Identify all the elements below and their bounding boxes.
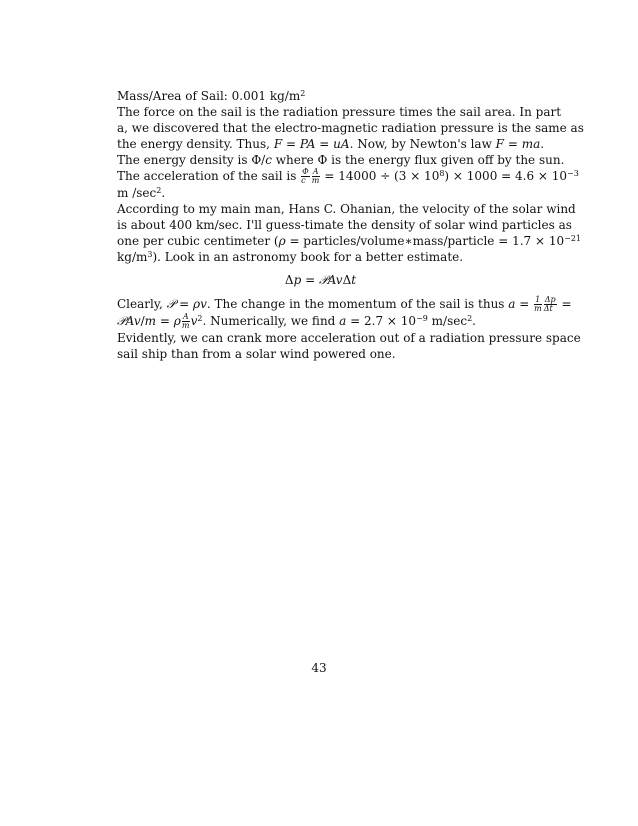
- superscript: −3: [567, 169, 579, 178]
- document-body: [117, 88, 584, 362]
- text-run: =: [301, 273, 319, 287]
- math-symbol: v: [190, 314, 198, 328]
- text-line: [117, 217, 572, 233]
- fraction-numerator: 1: [535, 295, 541, 304]
- text-line: [117, 346, 524, 362]
- text-run: .: [161, 186, 166, 200]
- text-run: m/sec: [427, 314, 468, 328]
- text-run: .: [472, 314, 476, 328]
- text-line: [117, 201, 576, 217]
- math-symbol: PA: [299, 137, 316, 151]
- fraction-denominator: m: [311, 176, 320, 185]
- superscript: 2: [300, 89, 306, 98]
- superscript: −9: [416, 314, 428, 323]
- text-run: = 14000 ÷ (3 × 10: [320, 169, 440, 183]
- superscript: 2: [467, 314, 473, 323]
- text-run: .: [540, 137, 545, 151]
- text-run: Mass/Area of Sail: 0.001 kg/m: [117, 89, 301, 103]
- text-run: = particles/volume∗mass/particle = 1.7 × 10: [285, 234, 565, 248]
- fraction-numerator: Δp: [544, 295, 556, 304]
- text-run: =: [557, 297, 572, 311]
- text-line: [117, 167, 579, 185]
- text-run: a, we discovered that the electro-magnetic radiation pressure is the same as: [117, 121, 584, 135]
- math-symbol: 𝒫Av: [318, 273, 343, 287]
- math-symbol: uA: [333, 137, 350, 151]
- text-run: m /sec: [117, 186, 157, 200]
- superscript: 2: [156, 186, 162, 195]
- paragraph: [117, 330, 581, 362]
- text-run: Δ: [284, 273, 294, 287]
- text-run: According to my main man, Hans C. Ohanian, the velocity of the solar wind: [117, 202, 576, 216]
- text-run: =: [315, 137, 334, 151]
- text-run: =: [504, 137, 522, 151]
- superscript: 8: [439, 169, 445, 178]
- text-run: =: [282, 137, 300, 151]
- text-line: [117, 104, 562, 120]
- text-run: . Now, by Newton's law: [349, 137, 496, 151]
- text-run: =: [175, 297, 194, 311]
- text-line: [117, 233, 582, 249]
- text-line: [117, 249, 524, 265]
- text-run: Δ: [342, 273, 352, 287]
- text-line: [117, 136, 545, 152]
- fraction-denominator: c: [301, 176, 306, 185]
- text-line: [117, 330, 581, 346]
- superscript: 2: [197, 314, 203, 323]
- math-symbol: ρ: [278, 234, 286, 248]
- fraction-denominator: m: [181, 321, 190, 330]
- text-run: ). Look in an astronomy book for a better estimate.: [152, 250, 464, 264]
- fraction-denominator: m: [534, 304, 542, 313]
- text-run: Clearly,: [117, 297, 167, 311]
- fraction-numerator: Φ: [302, 167, 309, 176]
- paragraph: [117, 201, 582, 265]
- superscript: −21: [564, 234, 582, 243]
- text-run: = 2.7 × 10: [346, 314, 417, 328]
- paragraph: [117, 88, 524, 104]
- math-symbol: F: [273, 137, 283, 151]
- math-symbol: ρ: [173, 314, 181, 328]
- text-run: =: [515, 297, 534, 311]
- page-number: 43: [311, 661, 327, 675]
- text-run: The energy density is Φ/: [117, 153, 266, 167]
- text-line: [117, 120, 584, 136]
- text-run: The force on the sail is the radiation pressure times the sail area. In part: [117, 105, 562, 119]
- text-run: the energy density. Thus,: [117, 137, 274, 151]
- text-line: [117, 88, 524, 104]
- math-symbol: 𝒫: [166, 297, 176, 311]
- fraction-numerator: A: [182, 312, 189, 321]
- text-line: [117, 152, 565, 168]
- text-line: [117, 313, 524, 330]
- text-run: =: [156, 314, 174, 328]
- text-run: . The change in the momentum of the sail is thus: [206, 297, 509, 311]
- text-run: . Numerically, we find: [202, 314, 340, 328]
- text-run: where Φ is the energy flux given off by the sun.: [271, 153, 565, 167]
- math-symbol: a: [339, 314, 347, 328]
- fraction: [312, 168, 320, 185]
- text-run: Evidently, we can crank more acceleration out of a radiation pressure space: [117, 331, 581, 345]
- text-line: [117, 272, 524, 288]
- fraction: [534, 296, 542, 313]
- math-symbol: c: [265, 153, 272, 167]
- math-symbol: F: [495, 137, 504, 151]
- text-run: ) × 1000 = 4.6 × 10: [444, 169, 568, 183]
- text-run: is about 400 km/sec. I'll guess-timate the density of solar wind particles as: [117, 218, 572, 232]
- superscript: 3: [147, 250, 153, 259]
- math-symbol: a: [508, 297, 516, 311]
- text-run: kg/m: [117, 250, 148, 264]
- paragraph: [117, 104, 584, 201]
- text-run: one per cubic centimeter (: [117, 234, 279, 248]
- fraction: [544, 296, 557, 313]
- fraction: [301, 168, 310, 185]
- fraction-denominator: Δt: [543, 304, 553, 313]
- text-run: The acceleration of the sail is: [117, 169, 301, 183]
- display-equation: [117, 272, 524, 288]
- math-symbol: m: [144, 314, 157, 328]
- math-symbol: ma: [521, 137, 541, 151]
- math-symbol: 𝒫Av: [117, 314, 141, 328]
- math-symbol: ρv: [193, 297, 207, 311]
- math-symbol: p: [293, 273, 302, 287]
- text-run: /: [140, 314, 145, 328]
- fraction: [182, 313, 190, 330]
- fraction-numerator: A: [312, 167, 319, 176]
- text-run: sail ship than from a solar wind powered one.: [117, 347, 396, 361]
- math-symbol: t: [351, 273, 357, 287]
- text-line: [117, 185, 524, 201]
